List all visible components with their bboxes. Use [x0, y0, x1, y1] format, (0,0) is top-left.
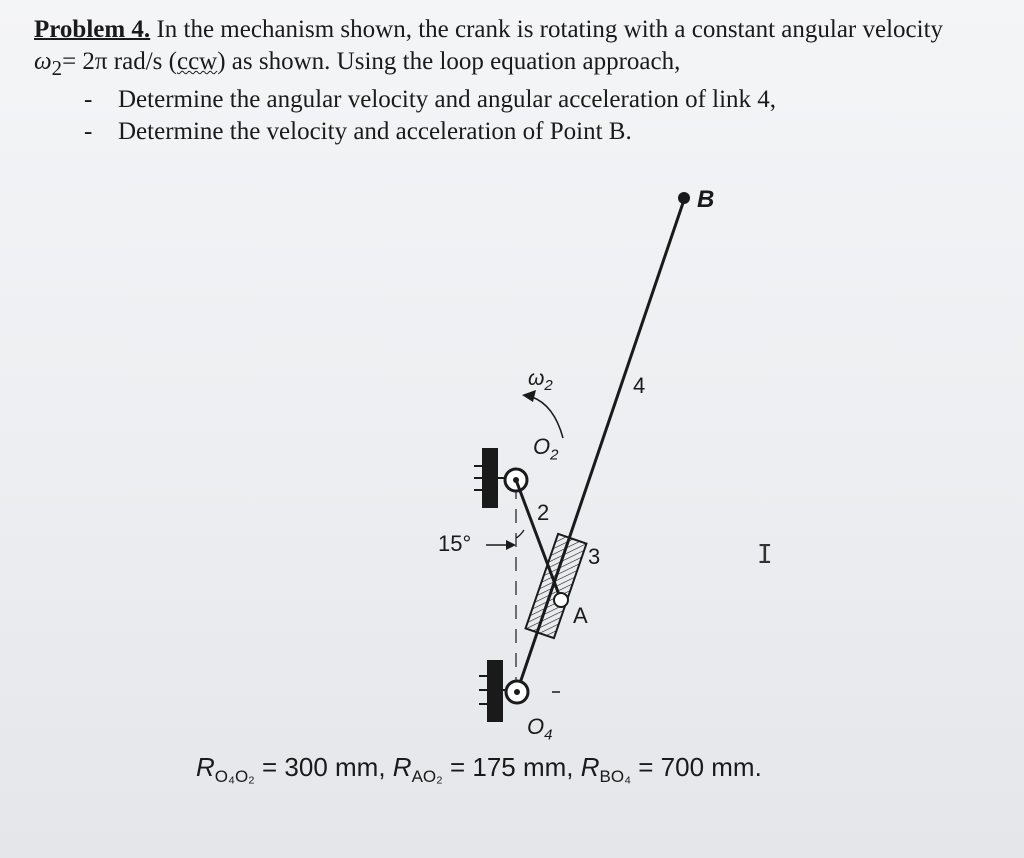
label-point-b: B [697, 186, 715, 213]
ground-o2 [474, 448, 506, 508]
label-omega2-symbol: ω [528, 367, 545, 390]
label-omega2 [528, 368, 553, 393]
omega-direction: ccw [176, 48, 218, 75]
label-o2-sub: 2 [550, 446, 559, 464]
r-bo4-symbol: R [580, 752, 600, 782]
label-link-4: 4 [633, 373, 646, 398]
r-ao2-sub: AO₂ [411, 767, 443, 787]
omega-symbol: ω [34, 48, 52, 75]
task-1-text: Determine the angular velocity and angular acceleration of link 4, [118, 86, 777, 113]
label-o4-letter: O [527, 714, 545, 739]
r-ao2-symbol: R [392, 752, 412, 782]
problem-intro: In the mechanism shown, the crank is rotating with a constant angular velocity [150, 16, 944, 43]
task-1-dash: - [84, 86, 93, 113]
task-2-text: Determine the velocity and acceleration of Point B. [118, 118, 632, 145]
label-link-3: 3 [588, 544, 601, 569]
r-o4o2-value: = 300 mm, [254, 752, 393, 782]
label-o2-letter: O [533, 434, 551, 459]
problem-label: Problem 4. [34, 16, 151, 43]
r-o4o2-sub: O₄O₂ [214, 767, 255, 787]
r-ao2-value: = 175 mm, [442, 752, 581, 782]
omega-value: = 2π rad/s ( [62, 48, 177, 75]
label-o4 [527, 716, 552, 742]
label-point-a: A [573, 603, 588, 628]
omega-subscript: 2 [51, 56, 63, 80]
label-omega2-sub: 2 [544, 377, 553, 395]
text-cursor-icon: I [757, 540, 773, 570]
angle-arrowhead [506, 540, 516, 550]
angle-arc [516, 530, 524, 538]
label-angle: 15° [438, 531, 472, 556]
line2-tail: ) as shown. Using the loop equation approach, [217, 48, 681, 75]
r-bo4-sub: BO₄ [599, 767, 632, 787]
pin-a [554, 593, 568, 607]
task-2-dash: - [84, 118, 93, 145]
r-bo4-value: = 700 mm. [631, 752, 762, 782]
label-link-2: 2 [537, 500, 550, 525]
r-o4o2-symbol: R [196, 752, 215, 782]
point-b-dot [678, 192, 690, 204]
omega2-arrow [532, 397, 563, 438]
label-o4-sub: 4 [544, 726, 553, 744]
given-dimensions [196, 752, 762, 787]
label-o2 [533, 436, 558, 462]
pivot-o4-center [514, 689, 520, 695]
